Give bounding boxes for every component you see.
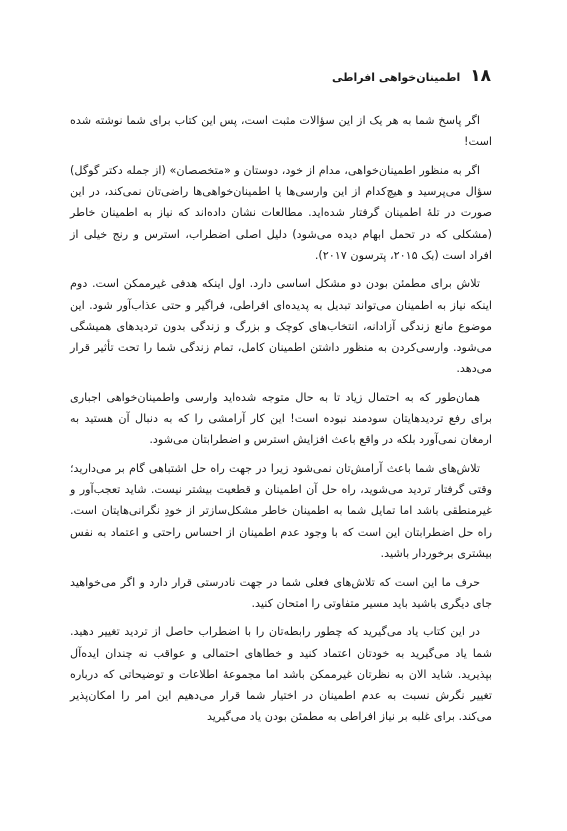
paragraph: در این کتاب یاد می‌گیرید که چطور رابطه‌تان را با اضطراب حاصل از تردید تغییر دهید. شما یاد می‌گیرید به خودتان اعتماد کنید و خطاهای احتمالی و عواقب نه چندان ایده‌آل بپذیرید. شاید الان به نظرتان غیرممکن باشد اما مجموعهٔ اطلاعات و توضیحاتی که درباره تغییر نگرش نسبت به عدم اطمینان در اختیار شما قرار می‌دهیم این امر را امکان‌پذیر می‌کند. برای غلبه بر نیاز افراطی به مطمئن بودن یاد می‌گیرید bbox=[70, 625, 492, 724]
paragraph: تلاش‌های شما باعث آرامش‌تان نمی‌شود زیرا در جهت راه حل اشتباهی گام بر می‌دارید؛ وقتی گرفتار تردید می‌شوید، راه حل آن اطمینان و قطعیت بیشتر نیست. شاید تعجب‌آور و غیرمنطقی باشد اما تمایل شما به اطمینان خاطر مشکل‌سازتر از خودِ نگرانی‌هایتان است. راه حل اضطرابتان این است که با وجود عدم اطمینان از احساس راحتی و اعتماد به نفس بیشتری برخوردار باشید. bbox=[70, 462, 492, 560]
paragraph: اگر پاسخ شما به هر یک از این سؤالات مثبت است، پس این کتاب برای شما نوشته شده است! bbox=[70, 114, 492, 149]
paragraph: تلاش برای مطمئن بودن دو مشکل اساسی دارد. اول اینکه هدفی غیرممکن است. دوم اینکه نیاز به اطمینان می‌تواند تبدیل به پدیده‌ای افراطی، فراگیر و حتی عذاب‌آور شود. این موضوع مانع زندگی آزادانه، انتخاب‌های کوچک و بزرگ و زندگی بدون تردیدهای همیشگی می‌شود. وارسی‌کردن به منظور داشتن اطمینان کامل، تمام زندگی شما را تحت تأثیر قرار می‌دهد. bbox=[70, 277, 492, 376]
running-header bbox=[76, 66, 491, 94]
body-text bbox=[70, 110, 492, 735]
paragraph: اگر به منظور اطمینان‌خواهی، مدام از خود، دوستان و «متخصصان» (از جمله دکتر گوگل) سؤال می‌پرسید و هیچ‌کدام از این وارسی‌ها یا اطمینان‌خواهی‌ها راضی‌تان نمی‌کند، در این صورت در تلهٔ اطمینان گرفتار شده‌اید. مطالعات نشان داده‌اند که نیاز به اطمینان خاطر (مشکلی که در تحمل ابهام دیده می‌شود) دلیل اصلی اضطراب، استرس و رنج خیلی از افراد است (بک ۲۰۱۵، پترسون ۲۰۱۷). bbox=[70, 163, 492, 262]
paragraph: همان‌طور که به احتمال زیاد تا به حال متوجه شده‌اید وارسی واطمینان‌خواهی اجباری برای رفع تردیدهایتان سودمند نبوده است! این کار آرامشی را که به دنبال آن هستید به ارمغان نمی‌آورد بلکه در واقع باعث افزایش استرس و اضطرابتان می‌شود. bbox=[70, 390, 492, 447]
page-number: ۱۸ bbox=[470, 66, 491, 86]
chapter-title: اطمینان‌خواهی افراطی bbox=[331, 71, 461, 84]
paragraph: حرف ما این است که تلاش‌های فعلی شما در جهت نادرستی قرار دارد و اگر می‌خواهید جای دیگری باشید باید مسیر متفاوتی را امتحان کنید. bbox=[70, 575, 492, 610]
